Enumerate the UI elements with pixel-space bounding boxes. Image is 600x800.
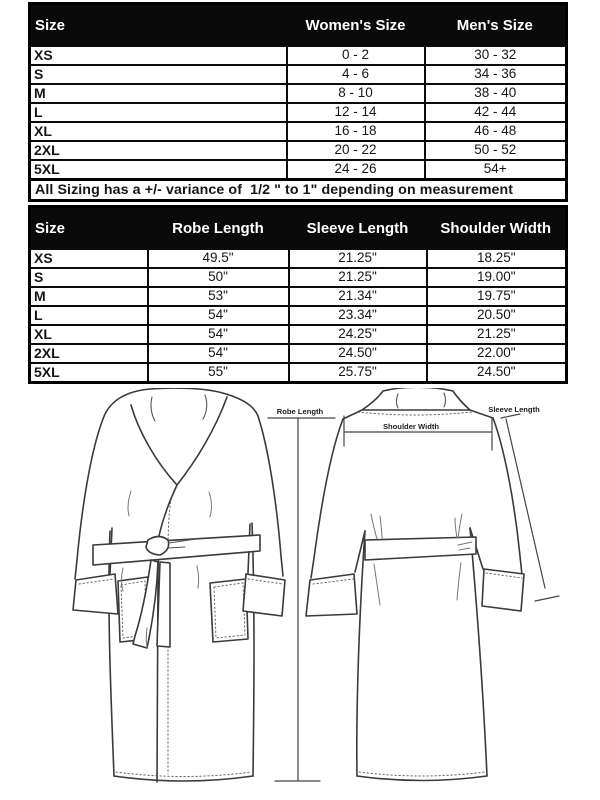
table-row (30, 363, 567, 383)
back-neckline-stitch (358, 412, 472, 415)
size-cell: 5XL (30, 363, 148, 383)
size-cell: 2XL (30, 141, 287, 160)
value-cell: 54" (148, 306, 289, 325)
value-cell: 12 - 14 (287, 103, 425, 122)
belt-tie-right (157, 562, 170, 647)
size-cell: 2XL (30, 344, 148, 363)
size-cell: 5XL (30, 160, 287, 180)
value-cell: 21.25" (289, 268, 427, 287)
value-cell: 20.50" (427, 306, 567, 325)
size-cell: L (30, 306, 148, 325)
size-cell: XL (30, 325, 148, 344)
robe-technical-drawing (0, 388, 600, 800)
value-cell: 38 - 40 (425, 84, 567, 103)
value-cell: 24.50" (289, 344, 427, 363)
front-left-cuff (73, 574, 118, 614)
value-cell: 16 - 18 (287, 122, 425, 141)
column-header: Women's Size (287, 4, 425, 47)
value-cell: 30 - 32 (425, 46, 567, 65)
column-header: Robe Length (148, 207, 289, 250)
front-lapel-edge (159, 485, 177, 536)
value-cell: 54+ (425, 160, 567, 180)
value-cell: 54" (148, 344, 289, 363)
value-cell: 21.25" (289, 249, 427, 268)
size-cell: XS (30, 46, 287, 65)
value-cell: 0 - 2 (287, 46, 425, 65)
table-row (30, 141, 567, 160)
column-header: Size (30, 207, 148, 250)
size-cell: XL (30, 122, 287, 141)
front-neck-seam-left (151, 397, 155, 421)
robe-length-label: Robe Length (276, 407, 324, 416)
table-row (30, 249, 567, 268)
size-cell: S (30, 268, 148, 287)
table-row (30, 306, 567, 325)
front-right-sleeve-outer (258, 416, 283, 576)
table-row (30, 122, 567, 141)
value-cell: 21.34" (289, 287, 427, 306)
table-row (30, 344, 567, 363)
table-row (30, 65, 567, 84)
front-collar-left-roll (131, 405, 177, 485)
back-body-left-edge (357, 531, 365, 776)
value-cell: 4 - 6 (287, 65, 425, 84)
robe-back-view (306, 388, 524, 781)
value-cell: 53" (148, 287, 289, 306)
value-cell: 19.75" (427, 287, 567, 306)
header-row (30, 207, 567, 250)
front-collar-outer (103, 388, 258, 419)
back-belt (365, 537, 476, 560)
value-cell: 20 - 22 (287, 141, 425, 160)
robe-measurements-table (28, 205, 568, 384)
front-belt (93, 535, 260, 565)
front-body-right-edge (252, 523, 254, 776)
value-cell: 18.25" (427, 249, 567, 268)
value-cell: 24.25" (289, 325, 427, 344)
size-conversion-table (28, 2, 568, 202)
value-cell: 21.25" (427, 325, 567, 344)
size-cell: M (30, 84, 287, 103)
back-left-sleeve-outer (311, 419, 343, 578)
column-header: Sleeve Length (289, 207, 427, 250)
table-row (30, 325, 567, 344)
front-hem-stitch (116, 772, 251, 777)
front-collar-right-roll (177, 397, 227, 485)
size-cell: XS (30, 249, 148, 268)
value-cell: 24 - 26 (287, 160, 425, 180)
value-cell: 22.00" (427, 344, 567, 363)
value-cell: 50" (148, 268, 289, 287)
header-row (30, 4, 567, 47)
sizing-variance-note: All Sizing has a +/- variance of 1/2 " to 1" depending on measurement (30, 180, 567, 201)
table-row (30, 287, 567, 306)
belt-knot (146, 537, 169, 556)
back-hem (357, 776, 487, 781)
back-body-right-edge (470, 528, 487, 776)
footnote-row (30, 180, 567, 201)
column-header: Men's Size (425, 4, 567, 47)
size-cell: L (30, 103, 287, 122)
value-cell: 25.75" (289, 363, 427, 383)
value-cell: 23.34" (289, 306, 427, 325)
value-cell: 8 - 10 (287, 84, 425, 103)
value-cell: 55" (148, 363, 289, 383)
back-hem-stitch (359, 772, 485, 776)
front-right-cuff (243, 574, 285, 616)
column-header: Shoulder Width (427, 207, 567, 250)
table-row (30, 84, 567, 103)
back-collar (362, 388, 470, 410)
table-row (30, 103, 567, 122)
column-header: Size (30, 4, 287, 47)
value-cell: 42 - 44 (425, 103, 567, 122)
sleeve-length-label: Sleeve Length (488, 405, 540, 414)
value-cell: 19.00" (427, 268, 567, 287)
back-right-sleeve-outer (493, 418, 522, 575)
shoulder-width-label: Shoulder Width (382, 422, 440, 431)
value-cell: 50 - 52 (425, 141, 567, 160)
size-cell: M (30, 287, 148, 306)
value-cell: 46 - 48 (425, 122, 567, 141)
front-neck-seam-right (203, 395, 207, 419)
value-cell: 49.5" (148, 249, 289, 268)
table-row (30, 46, 567, 65)
size-cell: S (30, 65, 287, 84)
value-cell: 34 - 36 (425, 65, 567, 84)
table-row (30, 160, 567, 180)
value-cell: 54" (148, 325, 289, 344)
value-cell: 24.50" (427, 363, 567, 383)
table-row (30, 268, 567, 287)
back-left-cuff (306, 574, 357, 616)
robe-front-view (73, 388, 285, 782)
